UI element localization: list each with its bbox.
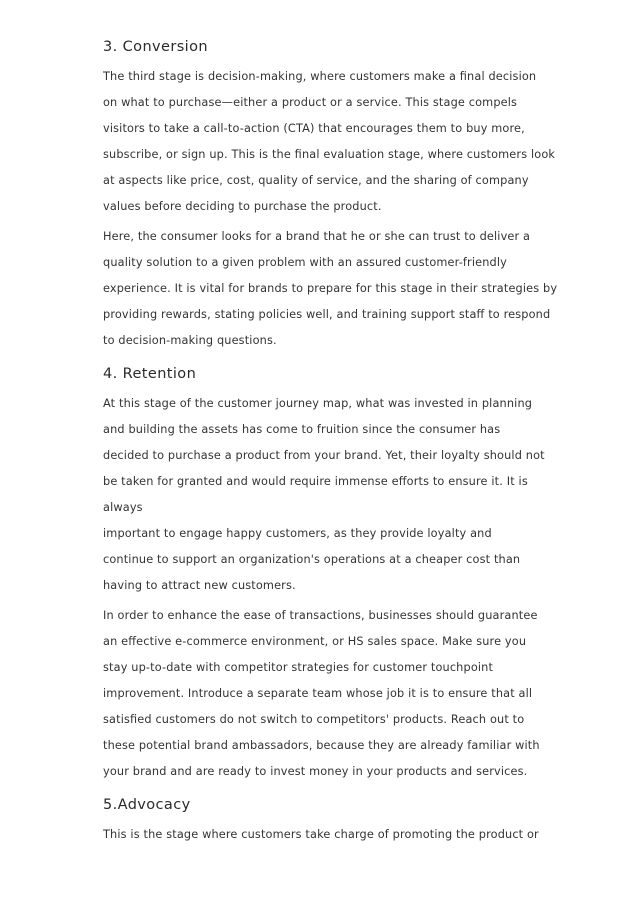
section-retention <box>103 364 558 785</box>
text-line: stay up-to-date with competitor strategies for customer touchpoint <box>103 661 494 674</box>
text-line: experience. It is vital for brands to prepare for this stage in their strategies by <box>103 282 558 295</box>
paragraph <box>103 603 558 785</box>
text-line: improvement. Introduce a separate team whose job it is to ensure that all <box>103 687 533 700</box>
text-line: visitors to take a call-to-action (CTA) that encourages them to buy more, <box>103 122 525 135</box>
section-conversion <box>103 37 558 354</box>
section-advocacy <box>103 795 558 848</box>
text-line: This is the stage where customers take charge of promoting the product or <box>103 828 539 841</box>
text-line: The third stage is decision-making, where customers make a ﬁnal decision <box>103 70 537 83</box>
text-line: and building the assets has come to fruition since the consumer has <box>103 423 501 436</box>
text-line: subscribe, or sign up. This is the ﬁnal evaluation stage, where customers look <box>103 148 556 161</box>
text-line: In order to enhance the ease of transactions, businesses should guarantee <box>103 609 538 622</box>
text-line: your brand and are ready to invest money in your products and services. <box>103 765 528 778</box>
text-line: be taken for granted and would require immense eﬀorts to ensure it. It is <box>103 475 528 488</box>
text-line: decided to purchase a product from your brand. Yet, their loyalty should not <box>103 449 545 462</box>
text-line: continue to support an organization's operations at a cheaper cost than <box>103 553 521 566</box>
text-line: these potential brand ambassadors, because they are already familiar with <box>103 739 540 752</box>
text-line: values before deciding to purchase the product. <box>103 200 382 213</box>
text-line: at aspects like price, cost, quality of service, and the sharing of company <box>103 174 529 187</box>
text-line: satisﬁed customers do not switch to competitors' products. Reach out to <box>103 713 525 726</box>
text-line: always <box>103 501 143 514</box>
text-line: Here, the consumer looks for a brand that he or she can trust to deliver a <box>103 230 531 243</box>
paragraph <box>103 391 558 599</box>
section-heading: 3. Conversion <box>103 39 208 55</box>
text-line: At this stage of the customer journey map, what was invested in planning <box>103 397 533 410</box>
text-line: quality solution to a given problem with an assured customer-friendly <box>103 256 507 269</box>
text-line: on what to purchase—either a product or a service. This stage compels <box>103 96 518 109</box>
paragraph <box>103 822 558 848</box>
text-line: to decision-making questions. <box>103 334 277 347</box>
text-line: an eﬀective e-commerce environment, or HS sales space. Make sure you <box>103 635 527 648</box>
section-heading: 5.Advocacy <box>103 797 191 813</box>
text-line: having to attract new customers. <box>103 579 296 592</box>
section-heading: 4. Retention <box>103 366 197 382</box>
text-line: important to engage happy customers, as they provide loyalty and <box>103 527 492 540</box>
text-line: providing rewards, stating policies well, and training support staﬀ to respond <box>103 308 551 321</box>
paragraph <box>103 224 558 354</box>
paragraph <box>103 64 558 220</box>
